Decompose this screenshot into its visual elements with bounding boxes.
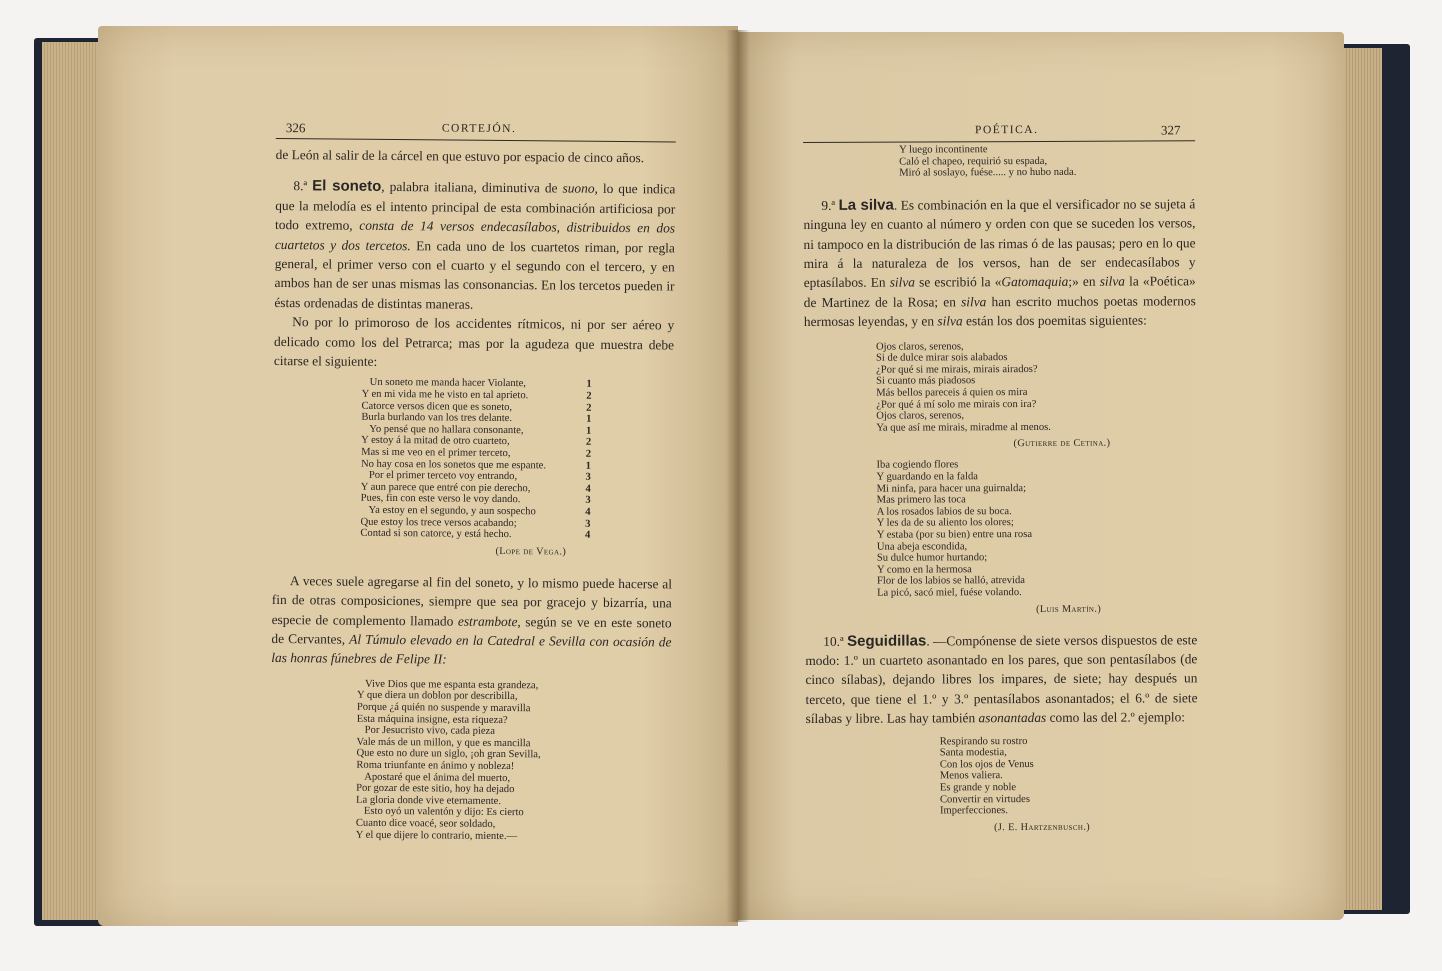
right-page-header <box>803 120 1195 140</box>
verse-line: Flor de los labios se halló, atrevida <box>876 575 1026 587</box>
verse-line: Más bellos pareceis á quien os mira <box>876 387 1028 399</box>
verse-text: Burla burlando van los tres delante. <box>361 412 513 425</box>
verse-line: A los rosados labios de su boca. <box>876 505 1012 518</box>
verse-text: Y en mi vida me he visto en tal aprieto. <box>361 388 529 402</box>
verse-line: Santa modestia, <box>939 747 1007 759</box>
verse-line: Y como en la hermosa <box>876 563 972 576</box>
verse-line: Y estaba (por su bien) entre una rosa <box>876 528 1033 541</box>
verse-line: Respirando su rostro <box>939 735 1028 747</box>
verse-line: Por gozar de este sitio, hoy ha dejado <box>356 782 515 796</box>
verse-text: No hay cosa en los sonetos que me espante. <box>360 458 547 471</box>
verse-line: Apostaré que el ánima del muerto, <box>364 771 511 784</box>
poem-attribution: (J. E. Hartzenbusch.) <box>994 821 1091 833</box>
verse-line: Imperfecciones. <box>939 805 1008 817</box>
verse-text: Catorce versos dicen que es soneto, <box>361 400 513 413</box>
left-page-header <box>276 118 676 139</box>
verse-line: Vive Dios que me espanta esta grandeza, <box>365 678 539 692</box>
running-head: CORTEJÓN. <box>441 122 517 136</box>
intro-paragraph: de León al salir de la cárcel en que estuvo por espacio de cinco años. <box>275 146 645 166</box>
verse-line: Esto oyó un valentón y dijo: Es cierto <box>363 806 524 819</box>
verse-rhyme-number: 2 <box>585 437 592 449</box>
verse-line: Que esto no dure un siglo, ¡oh gran Sevilla, <box>356 748 541 761</box>
verse-line: Cuanto dice voacé, seor soldado, <box>355 817 496 830</box>
section-number: 9.ª <box>821 197 836 213</box>
verse-rhyme-number: 2 <box>585 448 592 460</box>
poem-soneto <box>360 377 591 541</box>
verse-line: Si cuanto más piadosos <box>876 375 976 388</box>
section-title: La silva <box>838 196 894 214</box>
right-page-text <box>803 120 1198 843</box>
poem-continuation <box>899 143 1195 179</box>
verse-line: Y el que dijere lo contrario, miente.— <box>355 829 518 842</box>
section-number: 10.ª <box>823 633 844 649</box>
verse-line: Y que diera un doblon por describilla, <box>356 690 518 703</box>
verse-line: Mi ninfa, para hacer una guirnalda; <box>876 482 1027 495</box>
verse-line <box>360 528 590 542</box>
verse-text: Un soneto me manda hacer Violante, <box>369 377 527 390</box>
verse-line: La gloria donde vive eternamente. <box>356 794 502 807</box>
verse-line: Una abeja escondida, <box>876 540 968 553</box>
verse-text: Contad si son catorce, y está hecho. <box>360 527 512 541</box>
running-head: POÉTICA. <box>975 123 1039 137</box>
verse-text: Que estoy los trece versos acabando; <box>360 516 517 529</box>
verse-rhyme-number: 1 <box>585 425 592 437</box>
verse-text: Yo pensé que no hallara consonante, <box>369 423 524 437</box>
section-silva: 9.ª La silva. Es combinación en la que el versificador no se sujeta á ninguna ley en cuanto al número y orden con que se suceden los versos, ni tampoco en la distribución de las rimas ó de las pausas; pero en lo que mira á la naturaleza de los versos, han de ser endecasílabos y eptasílabos. En silva se escribió la «Gatomaquia;» en silva la «Poética» de Martinez de la Rosa; en silva han escrito muchos poetas modernos hermosas leyendas, y en silva están los dos poemitas siguientes: <box>803 196 1196 330</box>
verse-line: Ya que así me mirais, miradme al menos. <box>876 421 1051 434</box>
verse-line: Vale más de un millon, y que es mancilla <box>356 736 531 750</box>
verse-text: Pues, fin con este verso le voy dando. <box>360 493 521 506</box>
verse-line: Roma triunfante en ánimo y nobleza! <box>356 759 515 773</box>
verse-line: Con los ojos de Venus <box>939 758 1034 771</box>
verse-line: Y les da de su aliento los olores; <box>876 517 1014 530</box>
section-soneto: 8.ª El soneto, palabra italiana, diminutiva de suono, lo que indica que la melodía es el intento principal de esta combinación artificiosa por todo extremo, consta de 14 versos endecasílabos, distribuidos en dos cuartetos y dos tercetos. En cada uno de los cuartetos riman, por regla general, el primer verso con el cuarto y el segundo con el tercero, y en ambos han de ser unas mismas las consonancias. En los tercetos pueden ir éstas ordenadas de distintas maneras. <box>274 177 676 312</box>
poem-martin <box>876 459 1197 600</box>
verse-line: Menos valiera. <box>939 770 1003 782</box>
poem-hartzenbusch <box>940 735 1198 817</box>
verse-line: Su dulce humor hurtando; <box>876 552 988 564</box>
verse-line: Si de dulce mirar sois alabados <box>876 352 1008 364</box>
verse-rhyme-number: 4 <box>585 529 591 541</box>
verse-line: Convertir en virtudes <box>939 793 1031 805</box>
verse-rhyme-number: 4 <box>585 506 591 518</box>
paragraph-estrambote: A veces suele agregarse al fin del soneto, y lo mismo puede hacerse al fin de otras composiciones, siempre que sea por gracejo y bizarría, una especie de complemento llamado estrambote, según se ve en este soneto de Cervantes, Al Túmulo elevado en la Catedral e Sevilla con ocasión de las honras fúnebres de Felipe II: <box>271 572 673 667</box>
verse-rhyme-number: 3 <box>585 518 591 530</box>
verse-rhyme-number: 1 <box>585 460 592 472</box>
poem-cervantes <box>356 679 671 844</box>
verse-line: Caló el chapeo, requirió su espada, <box>899 155 1048 168</box>
verse-line: Mas primero las toca <box>876 494 966 506</box>
poem-attribution: (Gutierre de Cetina.) <box>1013 438 1111 450</box>
section-seguidillas: 10.ª Seguidillas. —Compónense de siete versos dispuestos de este modo: 1.º un cuarteto asonantado en los pares, que son pentasílabos (de cinco sílabas), dejando libres los impares, de siete; hay después un terceto, que tiene el 1.º y 3.º pentasílabos asonantados; el 6.º de siete sílabas y libre. Las hay también asonantadas como las del 2.º ejemplo: <box>805 631 1198 727</box>
verse-rhyme-number: 4 <box>585 483 591 495</box>
verse-text: Por el primer terceto voy entrando, <box>368 470 518 483</box>
verse-line: Y guardando en la falda <box>876 471 978 483</box>
paragraph: No por lo primoroso de los accidentes rítmicos, ni por ser aéreo y delicado como los del Petrarca; mas por la agudeza que muestra debe citarse el siguiente: <box>273 314 675 369</box>
verse-rhyme-number: 3 <box>585 471 591 483</box>
verse-line: Es grande y noble <box>939 781 1017 794</box>
verse-text: Y aun parece que entré con pie derecho, <box>360 481 531 495</box>
verse-rhyme-number: 3 <box>585 495 591 507</box>
verse-line: Porque ¿á quién no suspende y maravilla <box>356 701 531 715</box>
book-gutter <box>726 30 750 922</box>
section-title: Seguidillas <box>847 631 927 650</box>
left-page-text <box>270 118 676 844</box>
verse-line: Iba cogiendo flores <box>876 459 959 472</box>
page-number: 327 <box>1161 122 1181 138</box>
page-number: 326 <box>285 120 306 136</box>
poem-attribution: (Luis Martín.) <box>1036 603 1102 615</box>
poem-cetina <box>876 340 1196 434</box>
verse-line: Ojos claros, serenos, <box>876 410 964 422</box>
section-title: El soneto <box>312 177 382 196</box>
verse-text: Y estoy á la mitad de otro cuarteto, <box>361 435 510 448</box>
verse-line: Y luego incontinente <box>899 144 988 156</box>
verse-rhyme-number: 2 <box>586 390 592 402</box>
section-number: 8.ª <box>293 178 308 194</box>
verse-text: Mas si me veo en el primer terceto, <box>361 446 511 460</box>
verse-line: ¿Por qué á mí solo me mirais con ira? <box>876 398 1037 411</box>
verse-text: Ya estoy en el segundo, y aun sospecho <box>368 504 536 518</box>
verse-line: Esta máquina insigne, esta riqueza? <box>356 713 508 726</box>
verse-line: Miró al soslayo, fuése..... y no hubo nada. <box>899 166 1077 179</box>
verse-line: Por Jesucristo vivo, cada pieza <box>364 724 496 738</box>
verse-rhyme-number: 1 <box>586 379 592 391</box>
verse-line: La picó, sacó miel, fuése volando. <box>877 586 1022 599</box>
verse-rhyme-number: 1 <box>586 413 592 426</box>
verse-line: Ojos claros, serenos, <box>875 340 964 353</box>
poem-attribution: (Lope de Vega.) <box>495 545 567 558</box>
verse-line: ¿Por qué si me mirais, mirais airados? <box>876 363 1038 376</box>
verse-rhyme-number: 2 <box>586 402 592 414</box>
